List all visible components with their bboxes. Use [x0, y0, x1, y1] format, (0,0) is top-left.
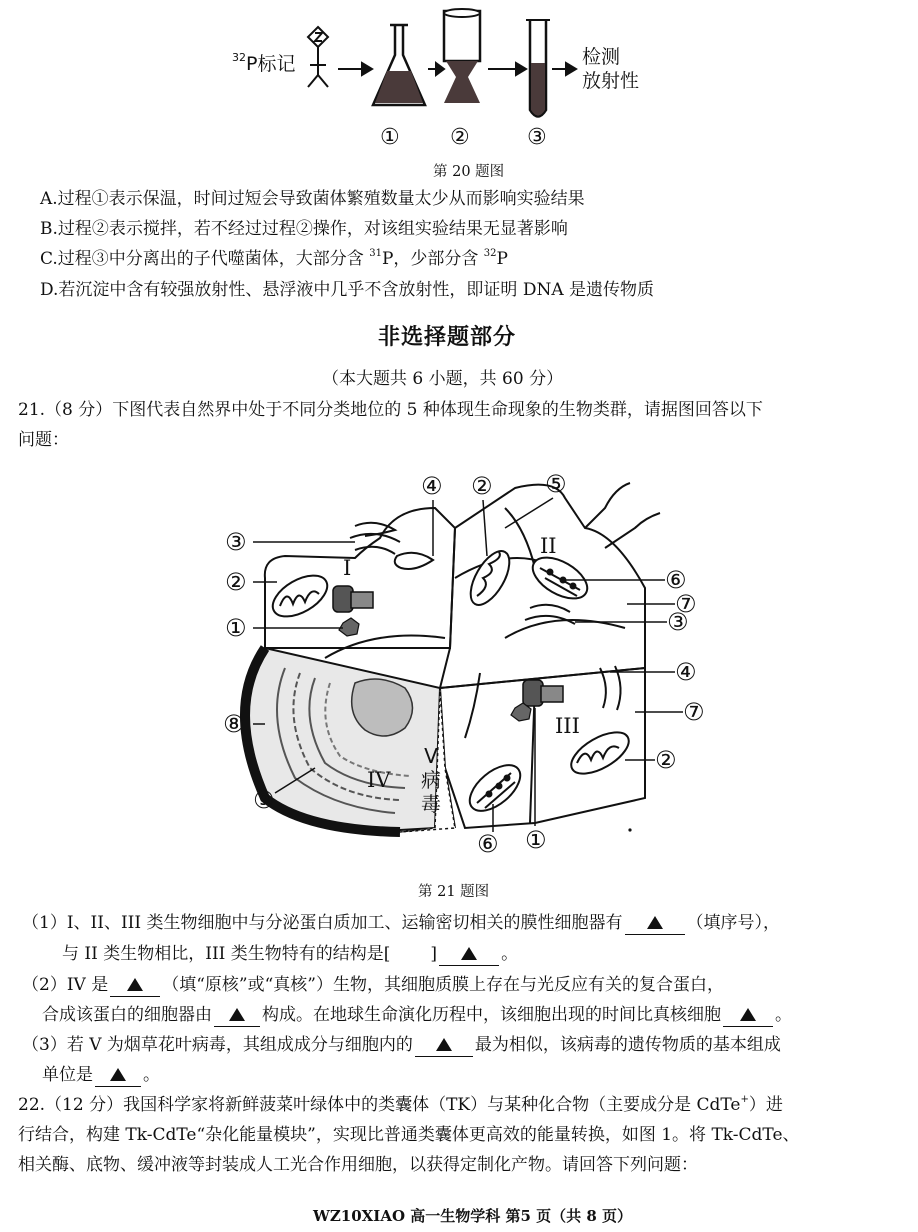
label-5: ⑤	[545, 470, 567, 498]
phage-icon	[308, 27, 328, 87]
p32-label: $^{32}$P标记	[232, 51, 296, 75]
label-6-bottom: ⑥	[477, 830, 499, 858]
answer-blank[interactable]	[214, 1004, 260, 1027]
roman-i: I	[343, 556, 352, 580]
q21-part2-line2: 合成该蛋白的细胞器由 构成。在地球生命演化历程中，该细胞出现的时间比真核细胞 。	[42, 1005, 792, 1025]
answer-blank[interactable]	[625, 912, 685, 935]
answer-blank[interactable]	[110, 974, 160, 997]
q22-line3: 相关酶、底物、缓冲液等封装成人工光合作用细胞，以获得定制化产物。请回答下列问题：	[18, 1155, 698, 1175]
label-8: ⑧	[223, 710, 245, 738]
label-2-right: ②	[655, 746, 677, 774]
q21-part3-line2: 单位是 。	[42, 1065, 160, 1085]
answer-blank[interactable]	[439, 943, 499, 966]
answer-blank[interactable]	[723, 1004, 773, 1027]
test-tube-icon	[526, 20, 550, 117]
blender-icon	[444, 9, 480, 103]
step-3-label: ③	[527, 125, 547, 150]
chloroplast-icon	[526, 549, 594, 607]
label-2-top: ②	[471, 472, 493, 500]
label-4-top: ④	[421, 472, 443, 500]
label-4-right: ④	[675, 658, 697, 686]
arrow-icon	[428, 63, 444, 75]
label-2-left: ②	[225, 568, 247, 596]
roman-ii: II	[540, 534, 557, 558]
q21-part1-line1: （1）I、II、III 类生物细胞中与分泌蛋白质加工、运输密切相关的膜性细胞器有 （填序号），	[22, 913, 781, 933]
mitochondrion-icon	[463, 545, 517, 611]
flask-icon	[373, 25, 425, 105]
q21-part2-line1: （2）IV 是 （填“原核”或“真核”）生物，其细胞质膜上存在与光反应有关的复合蛋白，	[22, 975, 724, 995]
option-c: C.过程③中分离出的子代噬菌体，大部分含 $^{31}$P，少部分含 $^{32}$P	[40, 248, 508, 269]
roman-iii: III	[555, 714, 580, 738]
detect-label: 检测 放射性	[582, 46, 640, 92]
q21-stem-line1: 21.（8 分）下图代表自然界中处于不同分类地位的 5 种体现生命现象的生物类群，请据图回答以下	[18, 400, 763, 420]
arrow-icon	[488, 63, 526, 75]
label-3-left: ③	[225, 528, 247, 556]
label-6-right: ⑥	[665, 566, 687, 594]
chloroplast-icon	[462, 756, 529, 819]
section-subtitle: （本大题共 6 小题，共 60 分）	[322, 369, 564, 389]
arrow-icon	[552, 63, 576, 75]
label-7-upper: ⑦	[675, 590, 697, 618]
arrow-icon	[338, 63, 372, 75]
page-footer: WZ10XIAO 高一生物学科 第5 页（共 8 页）	[313, 1207, 633, 1225]
label-3-right: ③	[667, 608, 689, 636]
label-7-lower: ⑦	[683, 698, 705, 726]
figure-21	[205, 468, 715, 863]
answer-blank[interactable]	[415, 1034, 473, 1057]
q22-line2: 行结合，构建 Tk-CdTe“杂化能量模块”，实现比普通类囊体更高效的能量转换，如图 1。将 Tk-CdTe、	[18, 1125, 800, 1145]
option-b: B.过程②表示搅拌，若不经过过程②操作，对该组实验结果无显著影响	[40, 219, 568, 239]
q21-stem-line2: 问题：	[18, 430, 69, 450]
figure-20	[230, 5, 650, 155]
option-d: D.若沉淀中含有较强放射性、悬浮液中几乎不含放射性，即证明 DNA 是遗传物质	[40, 280, 655, 300]
figure-21-drawing	[205, 468, 715, 863]
section-title: 非选择题部分	[378, 325, 517, 350]
step-2-label: ②	[450, 125, 470, 150]
label-1-left: ①	[225, 614, 247, 642]
figure-21-caption: 第 21 题图	[418, 884, 490, 900]
q22-line1: 22.（12 分）我国科学家将新鲜菠菜叶绿体中的类囊体（TK）与某种化合物（主要成分是 CdTe+）进	[18, 1094, 783, 1115]
option-a: A.过程①表示保温，时间过短会导致菌体繁殖数量太少从而影响实验结果	[40, 189, 585, 209]
virus-label: V 病 毒	[421, 744, 441, 816]
mitochondrion-icon	[266, 567, 334, 625]
step-1-label: ①	[380, 125, 400, 150]
figure-20-caption: 第 20 题图	[433, 164, 505, 180]
answer-blank[interactable]	[95, 1064, 141, 1087]
cell-i-outline	[265, 508, 455, 648]
q21-part3-line1: （3）若 V 为烟草花叶病毒，其组成成分与细胞内的 最为相似，该病毒的遗传物质的基本组成	[22, 1035, 781, 1055]
label-9: ⑨	[253, 786, 275, 814]
label-1-bottom: ①	[525, 826, 547, 854]
q21-part1-line2: 与 II 类生物相比，III 类生物特有的结构是[ ] 。	[62, 944, 519, 964]
roman-iv: IV	[367, 768, 391, 792]
